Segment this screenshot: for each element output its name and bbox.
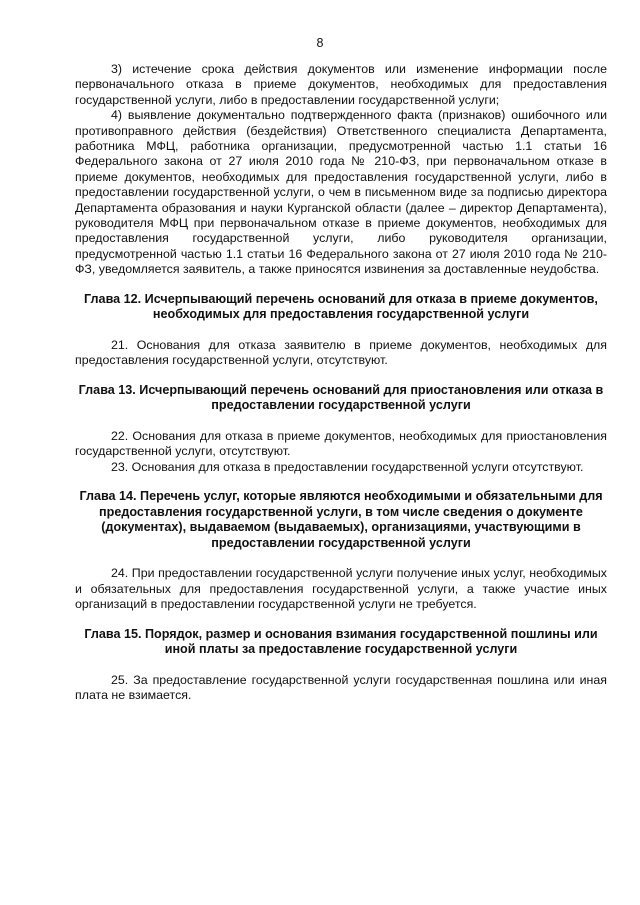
chapter-12-heading: Глава 12. Исчерпывающий перечень оснований для отказа в приеме документов, необходимых для предоставления государственной услуги — [84, 291, 598, 322]
paragraph-25: 25. За предоставление государственной услуги государственная пошлина или иная плата не взимается. — [75, 672, 607, 703]
paragraph-item-4: 4) выявление документально подтвержденного факта (признаков) ошибочного или противоправного действия (бездействия) Ответственного специалиста Департамента, работника МФЦ, работника организации, предусмотренной частью 1.1 статьи 16 Федерального закона от 27 июля 2010 года № 210-ФЗ, при первоначальном отказе в приеме документов, необходимых для предоставления государственной услуги, либо в предоставлении государственной услуги, о чем в письменном виде за подписью директора Департамента образования и науки Курганской области (далее – директор Департамента), руководителя МФЦ при первоначальном отказе в приеме документов, необходимых для предоставления государственной услуги, либо руководителя организации, предусмотренной частью 1.1 статьи 16 Федерального закона от 27 июля 2010 года № 210-ФЗ, уведомляется заявитель, а также приносятся извинения за доставленные неудобства. — [75, 108, 607, 277]
paragraph-22: 22. Основания для отказа в приеме документов, необходимых для приостановления государственной услуги, отсутствуют. — [75, 428, 607, 459]
page-number: 8 — [316, 36, 324, 50]
paragraph-item-3: 3) истечение срока действия документов или изменение информации после первоначального отказа в приеме документов, необходимых для предоставления государственной услуги, либо в предоставлении государственной услуги; — [75, 62, 607, 107]
paragraph-23: 23. Основания для отказа в предоставлении государственной услуги отсутствуют. — [111, 459, 584, 474]
chapter-13-heading: Глава 13. Исчерпывающий перечень оснований для приостановления или отказа в предоставлении государственной услуги — [78, 382, 604, 413]
paragraph-21: 21. Основания для отказа заявителю в приеме документов, необходимых для предоставления государственной услуги, отсутствуют. — [75, 337, 607, 368]
paragraph-24: 24. При предоставлении государственной услуги получение иных услуг, необходимых и обязательных для предоставления государственной услуги, а также участие иных организаций в предоставлении государственной услуги не требуется. — [75, 566, 607, 612]
document-body — [75, 62, 607, 704]
chapter-14-heading: Глава 14. Перечень услуг, которые являются необходимыми и обязательными для предоставления государственной услуги, в том числе сведения о документе (документах), выдаваемом (выдаваемых), организациями, участвующими в предоставлении государственной услуги — [79, 489, 603, 550]
chapter-15-heading: Глава 15. Порядок, размер и основания взимания государственной пошлины или иной платы за предоставление государственной услуги — [84, 626, 598, 657]
